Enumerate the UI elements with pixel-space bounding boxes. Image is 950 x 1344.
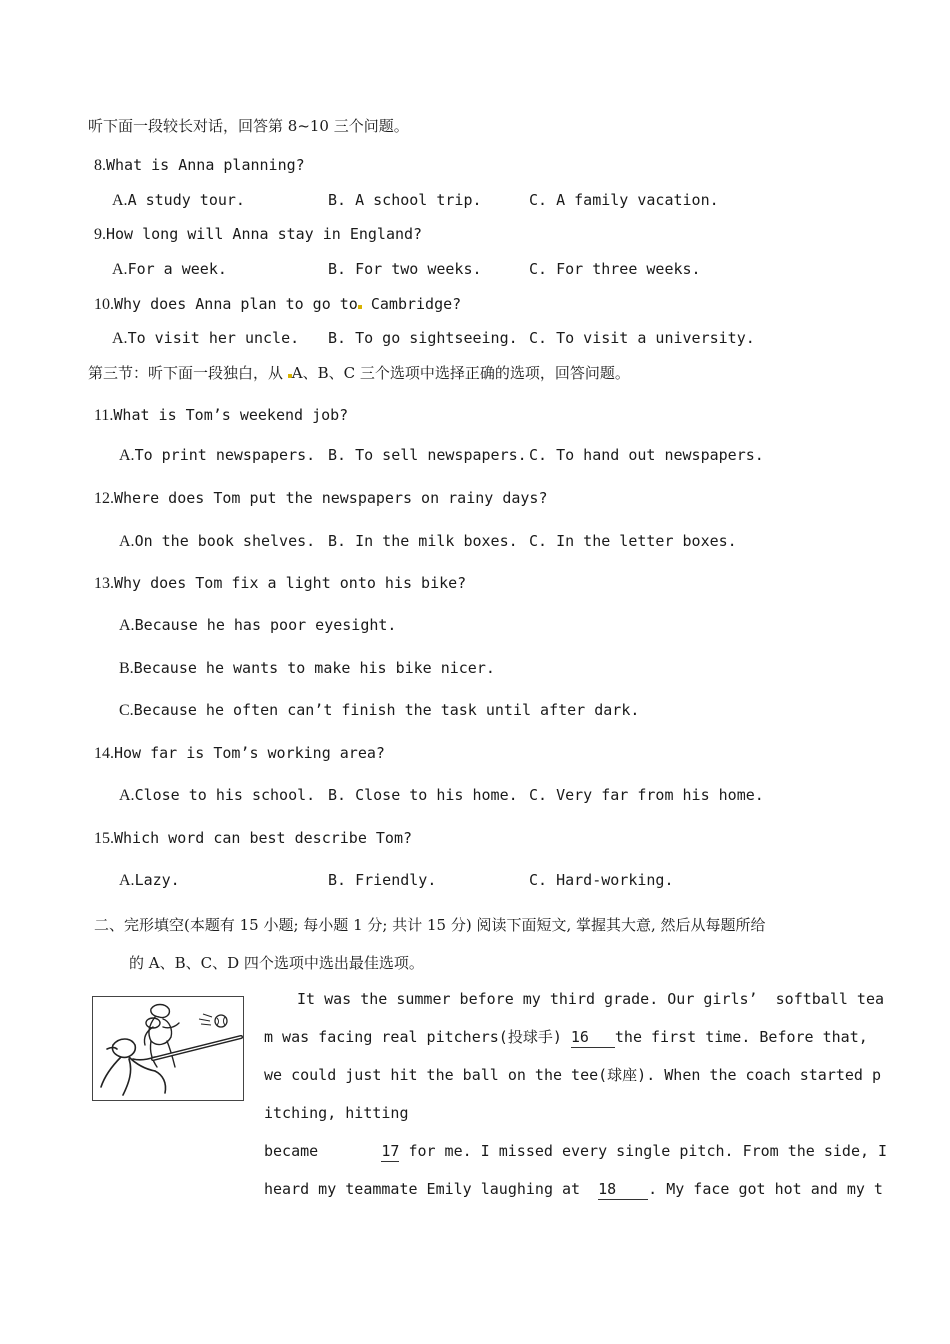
question-12 [94, 488, 547, 509]
option-text: Because he wants to make his bike nicer. [133, 659, 495, 677]
q13-option-c [119, 700, 639, 721]
option-text: A study tour. [127, 191, 245, 209]
q8-option-b: B. A school trip. [328, 191, 482, 209]
question-10 [94, 294, 461, 315]
question-number: 12. [94, 490, 114, 507]
blank-18: 18 [598, 1179, 648, 1200]
blank-16: 16 [571, 1027, 615, 1048]
option-letter: A. [119, 787, 135, 804]
q8-option-c: C. A family vacation. [529, 191, 719, 209]
question-15 [94, 828, 412, 849]
passage-text: the first time. Before that, [614, 1028, 868, 1046]
option-letter: A. [119, 533, 135, 550]
option-text: Because he has poor eyesight. [134, 616, 397, 634]
option-letter: A. [112, 192, 128, 209]
q9-option-a [112, 259, 227, 280]
passage-text: for me. I missed every single pitch. From the side, I [408, 1142, 888, 1160]
softball-illustration [92, 996, 244, 1101]
part-2-heading-cont: 的 A、B、C、D 四个选项中选出最佳选项。 [129, 954, 424, 972]
option-text: Close to his school. [134, 786, 316, 804]
q9-option-c: C. For three weeks. [529, 260, 701, 278]
option-text: Lazy. [134, 871, 180, 889]
option-text: On the book shelves. [134, 532, 316, 550]
option-text: To print newspapers. [134, 446, 316, 464]
q10-option-c: C. To visit a university. [529, 329, 755, 347]
question-text-end: Cambridge? [370, 295, 462, 313]
q10-option-a [112, 328, 299, 349]
question-text: What is Tom’s weekend job? [113, 406, 349, 424]
question-14 [94, 743, 385, 764]
option-letter: A. [119, 872, 135, 889]
passage-line-6 [264, 1179, 883, 1200]
passage-line-5 [264, 1141, 887, 1162]
question-text: What is Anna planning? [106, 156, 305, 174]
passage-line-2 [264, 1027, 868, 1048]
q11-option-a [119, 445, 315, 466]
q15-option-a [119, 870, 180, 891]
section-3-heading [88, 363, 630, 383]
option-text: To visit her uncle. [127, 329, 300, 347]
question-text: How far is Tom’s working area? [114, 744, 385, 762]
question-13 [94, 573, 466, 594]
question-text: Why does Anna plan to go to [114, 295, 358, 313]
passage-line-4: itching, hitting [264, 1104, 409, 1122]
section-3-text-end: A、B、C 三个选项中选择正确的选项，回答问题。 [291, 364, 630, 382]
q13-option-a [119, 615, 396, 636]
q9-option-b: B. For two weeks. [328, 260, 482, 278]
q14-option-a [119, 785, 315, 806]
blank-17: 17 [381, 1142, 400, 1160]
q12-option-b: B. In the milk boxes. [328, 532, 518, 550]
question-number: 10. [94, 296, 114, 313]
passage-text: heard my teammate Emily laughing at [264, 1180, 581, 1198]
option-text: For a week. [127, 260, 227, 278]
passage-line-1: It was the summer before my third grade. Our girls’ softball tea [297, 990, 884, 1008]
question-number: 15. [94, 830, 114, 847]
section-3-text: 第三节：听下面一段独白，从 [88, 364, 284, 382]
passage-text: . My face got hot and my t [648, 1180, 883, 1198]
q11-option-b: B. To sell newspapers. [328, 446, 527, 464]
passage-text: became [264, 1142, 319, 1160]
passage-text: m was facing real pitchers(投球手) [264, 1028, 562, 1046]
q12-option-a [119, 531, 315, 552]
question-11 [94, 405, 348, 426]
question-text: Why does Tom fix a light onto his bike? [114, 574, 467, 592]
q10-option-b: B. To go sightseeing. [328, 329, 518, 347]
question-number: 14. [94, 745, 114, 762]
question-8 [94, 155, 305, 176]
question-9 [94, 224, 422, 245]
option-letter: A. [119, 617, 135, 634]
q15-option-c: C. Hard-working. [529, 871, 674, 889]
softball-players-drawing [93, 997, 243, 1100]
q15-option-b: B. Friendly. [328, 871, 437, 889]
q13-option-b [119, 658, 495, 679]
option-letter: A. [112, 330, 128, 347]
part-2-heading: 二、完形填空(本题有 15 小题; 每小题 1 分; 共计 15 分) 阅读下面短文, 掌握其大意, 然后从每题所给 [94, 916, 766, 934]
q14-option-b: B. Close to his home. [328, 786, 518, 804]
q12-option-c: C. In the letter boxes. [529, 532, 737, 550]
option-letter: B. [119, 660, 134, 677]
question-text: How long will Anna stay in England? [106, 225, 423, 243]
option-letter: A. [112, 261, 128, 278]
question-text: Where does Tom put the newspapers on rainy days? [114, 489, 548, 507]
question-number: 11. [94, 407, 114, 424]
question-number: 13. [94, 575, 114, 592]
section-intro-long-dialogue: 听下面一段较长对话，回答第 8~10 三个问题。 [88, 117, 409, 135]
question-text: Which word can best describe Tom? [114, 829, 413, 847]
q14-option-c: C. Very far from his home. [529, 786, 764, 804]
passage-line-3: we could just hit the ball on the tee(球座). When the coach started p [264, 1066, 881, 1084]
q11-option-c: C. To hand out newspapers. [529, 446, 764, 464]
option-letter: C. [119, 702, 134, 719]
option-text: Because he often can’t finish the task until after dark. [133, 701, 640, 719]
option-letter: A. [119, 447, 135, 464]
question-number: 8. [94, 157, 106, 174]
question-number: 9. [94, 226, 106, 243]
q8-option-a [112, 190, 245, 211]
